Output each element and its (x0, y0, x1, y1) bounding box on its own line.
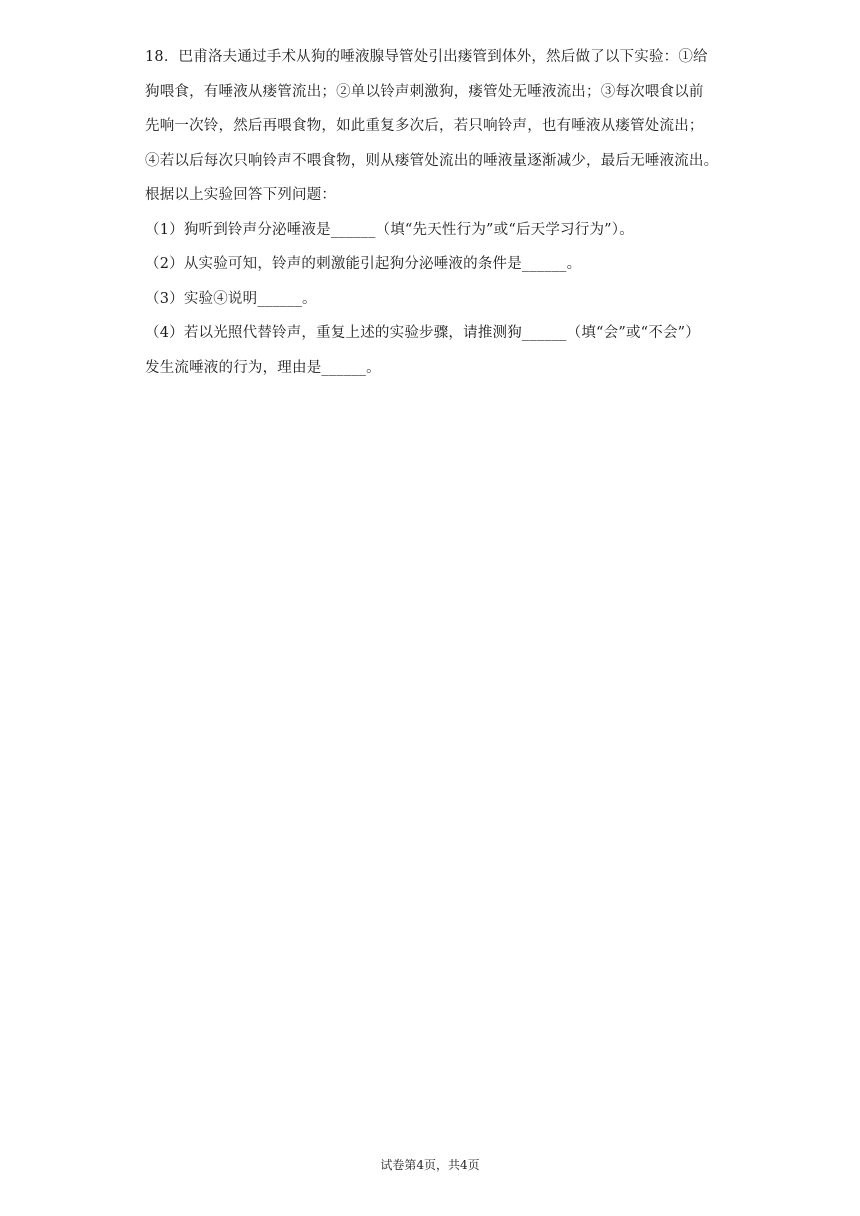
question-18 (145, 40, 725, 385)
sub-question-4: （4）若以光照代替铃声，重复上述的实验步骤，请推测狗______（填“会”或“不会”） (145, 325, 700, 341)
question-stem-line: 18．巴甫洛夫通过手术从狗的唾液腺导管处引出瘘管到体外，然后做了以下实验：①给 (145, 49, 708, 65)
sub-question-4-continued: 发生流唾液的行为，理由是______。 (145, 359, 381, 376)
page-footer: 试卷第4页，共4页 (380, 1158, 480, 1172)
question-stem-line: ④若以后每次只响铃声不喂食物，则从瘘管处流出的唾液量逐渐减少，最后无唾液流出。 (145, 152, 719, 169)
sub-question-3: （3）实验④说明______。 (145, 290, 317, 307)
sub-question-2: （2）从实验可知，铃声的刺激能引起狗分泌唾液的条件是______。 (145, 256, 582, 272)
sub-question-1: （1）狗听到铃声分泌唾液是______（填“先天性行为”或“后天学习行为”）。 (145, 221, 634, 238)
question-stem-line: 先响一次铃，然后再喂食物，如此重复多次后，若只响铃声，也有唾液从瘘管处流出； (145, 118, 704, 134)
question-stem-line: 根据以上实验回答下列问题： (145, 187, 337, 203)
question-stem-line: 狗喂食，有唾液从瘘管流出；②单以铃声刺激狗，瘘管处无唾液流出；③每次喂食以前 (145, 83, 704, 100)
